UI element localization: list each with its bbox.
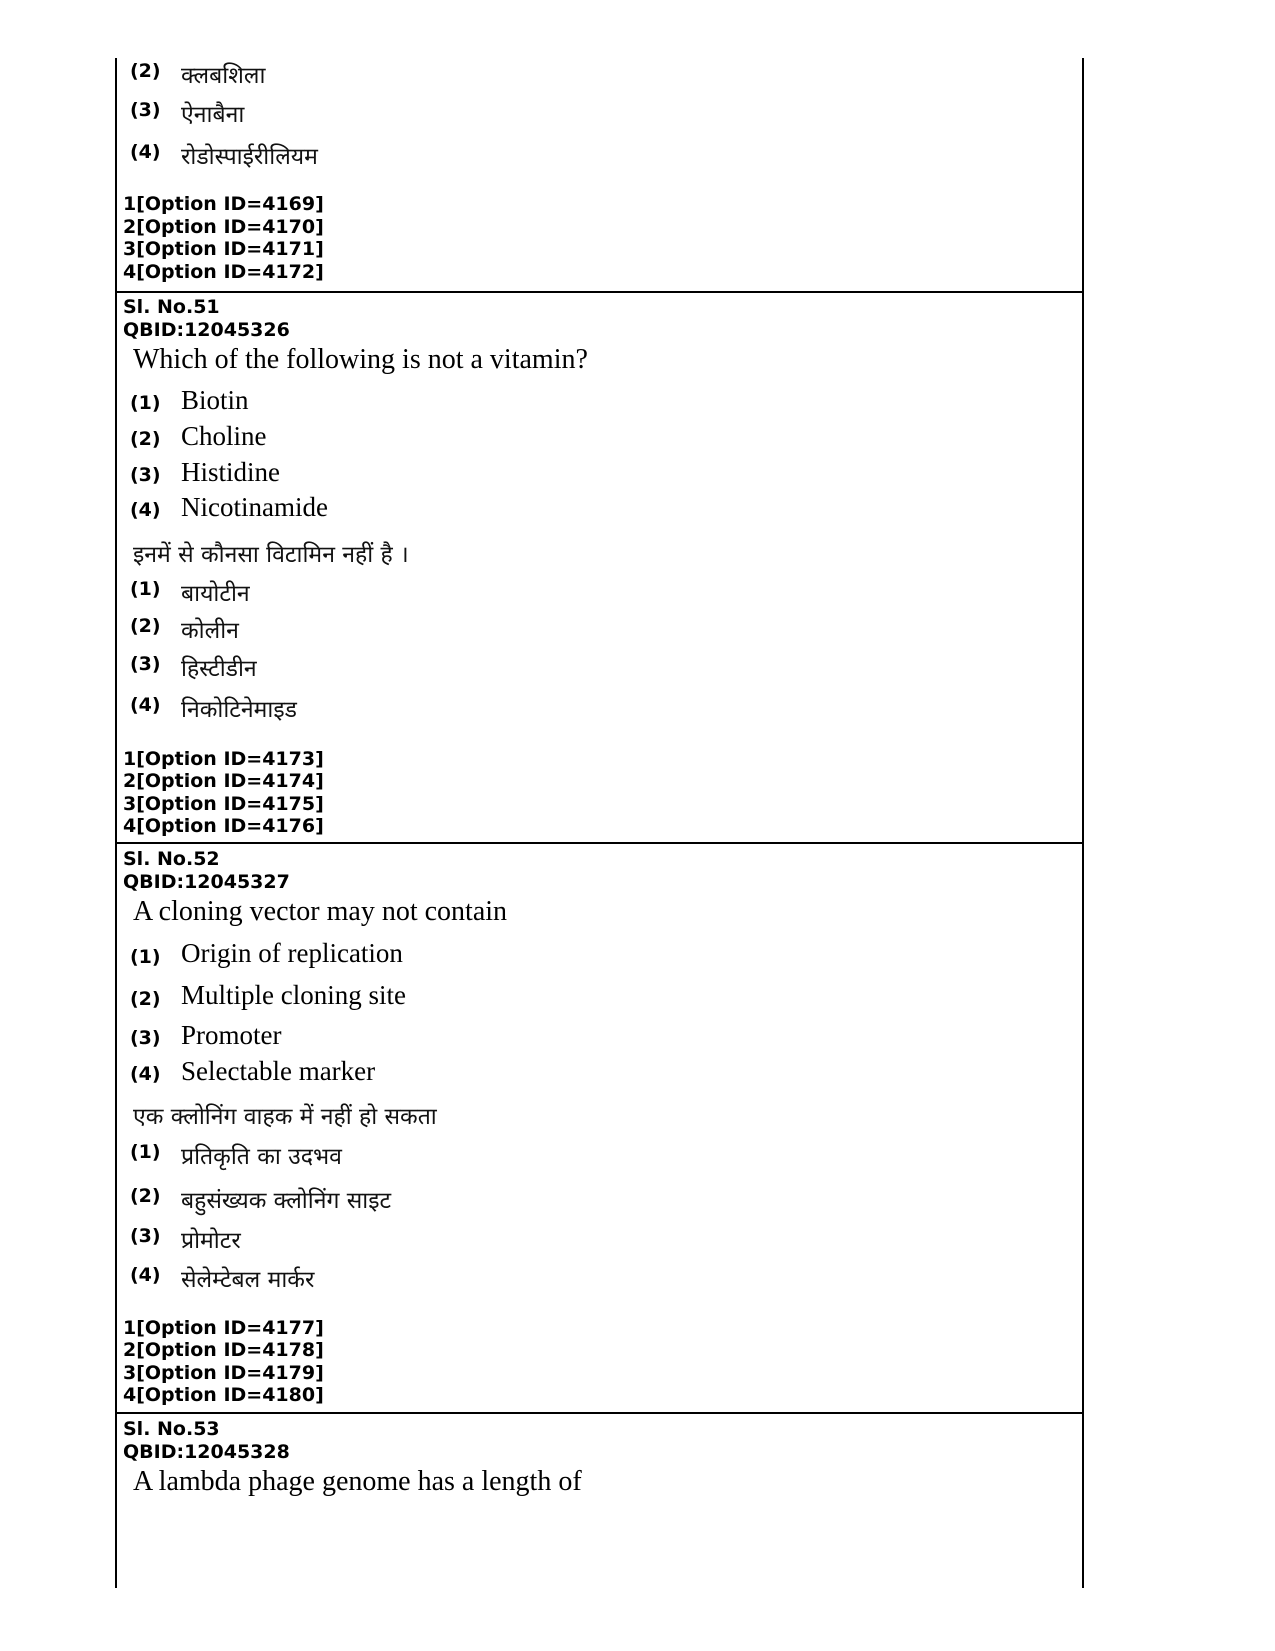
option-number: (4) [130,499,161,521]
option-number: (3) [130,464,161,486]
option-number: (1) [130,578,161,600]
option-number: (1) [130,946,161,968]
option-number: (3) [130,99,161,121]
option-text-hindi: प्रतिकृति का उदभव [181,1144,342,1170]
option-number: (4) [130,1063,161,1085]
option-text-english: Choline [181,421,267,451]
qbid: QBID:12045327 [123,871,290,893]
question-text-english: A lambda phage genome has a length of [133,1466,582,1497]
option-id: 4[Option ID=4176] [123,815,324,837]
option-id: 3[Option ID=4175] [123,793,324,815]
option-text-hindi: क्लबशिला [181,63,266,89]
option-id: 3[Option ID=4179] [123,1362,324,1384]
option-text-hindi: हिस्टीडीन [181,656,257,682]
question-text-english: Which of the following is not a vitamin? [133,344,588,375]
option-text-hindi: बहुसंख्यक क्लोनिंग साइट [181,1188,392,1214]
option-id: 2[Option ID=4170] [123,216,324,238]
option-id: 4[Option ID=4172] [123,261,324,283]
qbid: QBID:12045328 [123,1441,290,1463]
option-number: (4) [130,141,161,163]
option-text-english: Promoter [181,1020,282,1050]
option-number: (3) [130,1225,161,1247]
question-divider [117,842,1082,844]
question-divider [117,1412,1082,1414]
option-text-hindi: सेलेम्टेबल मार्कर [181,1267,315,1293]
option-text-english: Selectable marker [181,1056,376,1086]
option-number: (3) [130,653,161,675]
option-text-english: Origin of replication [181,938,403,968]
option-number: (2) [130,615,161,637]
option-text-hindi: निकोटिनेमाइड [181,697,297,723]
option-text-hindi: बायोटीन [181,581,250,607]
serial-number: Sl. No.51 [123,296,220,318]
option-number: (4) [130,1264,161,1286]
option-number: (4) [130,694,161,716]
option-id: 3[Option ID=4171] [123,238,324,260]
qbid: QBID:12045326 [123,319,290,341]
option-number: (2) [130,988,161,1010]
question-divider [117,291,1082,293]
option-text-hindi: प्रोमोटर [181,1228,241,1254]
option-text-hindi: कोलीन [181,618,239,644]
question-text-hindi: इनमें से कौनसा विटामिन नहीं है । [133,542,409,568]
option-id: 1[Option ID=4177] [123,1317,324,1339]
serial-number: Sl. No.52 [123,848,220,870]
option-text-english: Multiple cloning site [181,980,406,1010]
option-number: (3) [130,1027,161,1049]
option-id: 2[Option ID=4178] [123,1339,324,1361]
option-id: 2[Option ID=4174] [123,770,324,792]
option-text-english: Histidine [181,457,280,487]
option-text-hindi: ऐनाबैना [181,102,245,128]
option-number: (2) [130,60,161,82]
option-text-english: Nicotinamide [181,492,328,522]
option-id: 4[Option ID=4180] [123,1384,324,1406]
option-number: (2) [130,1185,161,1207]
option-number: (1) [130,392,161,414]
option-id: 1[Option ID=4169] [123,193,324,215]
option-id: 1[Option ID=4173] [123,748,324,770]
serial-number: Sl. No.53 [123,1418,220,1440]
question-text-english: A cloning vector may not contain [133,896,508,927]
option-number: (1) [130,1141,161,1163]
option-text-english: Biotin [181,385,249,415]
option-text-hindi: रोडोस्पाईरीलियम [181,144,318,170]
question-paper-frame [115,58,1084,1588]
option-number: (2) [130,428,161,450]
question-text-hindi: एक क्लोनिंग वाहक में नहीं हो सकता [133,1104,437,1130]
